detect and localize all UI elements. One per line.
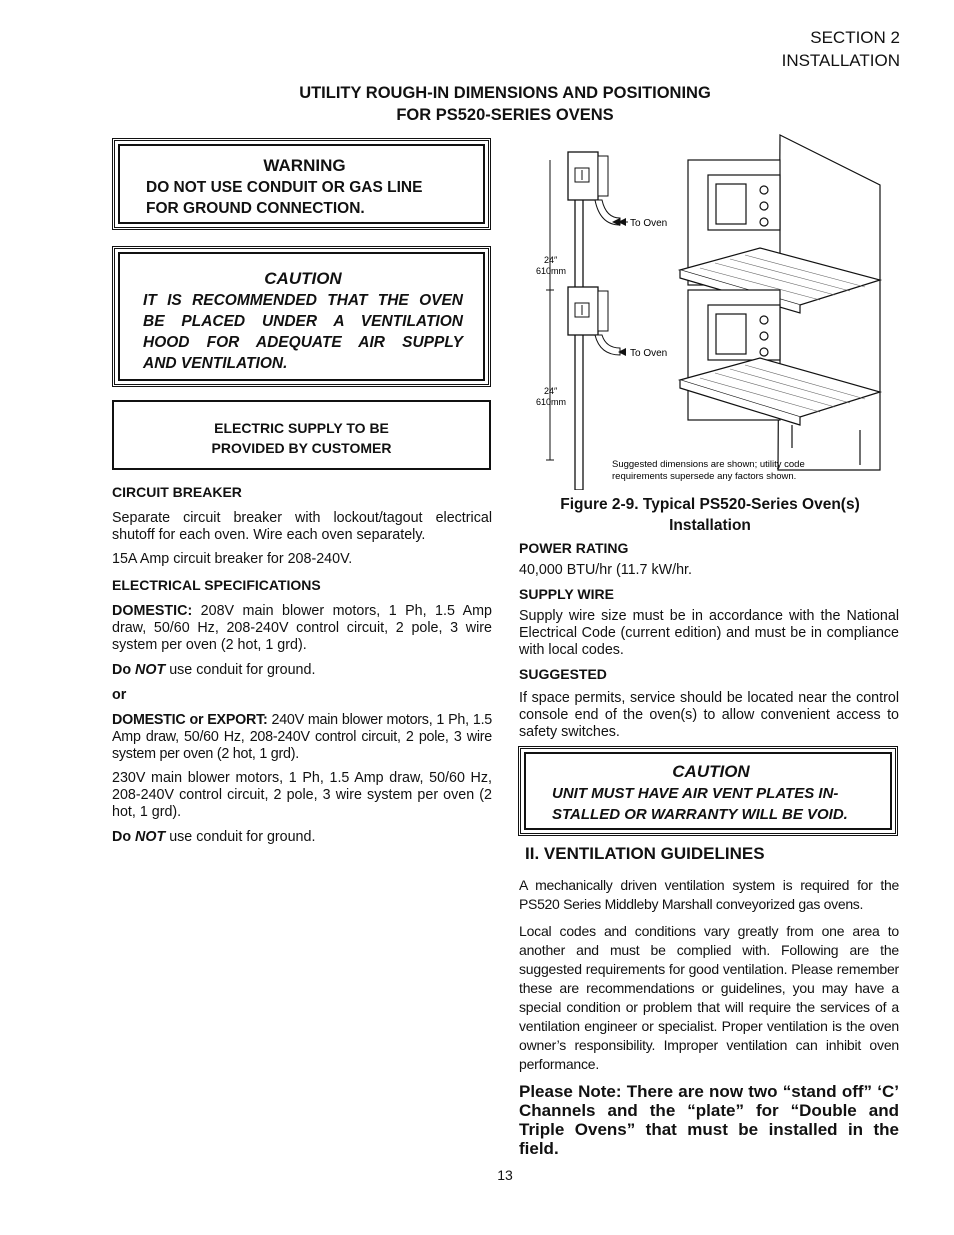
page-title-line2: FOR PS520-SERIES OVENS: [396, 106, 614, 124]
dimension-label-1-mm: 610mm: [536, 266, 567, 276]
disconnect-switch-lower: [568, 287, 608, 335]
figure-caption-line1: Figure 2-9. Typical PS520-Series Oven(s): [560, 496, 860, 513]
caution-2-line1: UNIT MUST HAVE AIR VENT PLATES IN-: [552, 785, 839, 802]
supply-wire-text: Supply wire size must be in accordance with the National Electrical Code (current edition) and must be in compliance with local codes.: [519, 608, 899, 658]
warning-line2: FOR GROUND CONNECTION.: [146, 200, 365, 217]
caution-line1: IT IS RECOMMENDED THAT THE OVEN: [143, 292, 463, 309]
domestic-label: DOMESTIC:: [112, 603, 193, 619]
to-oven-label-1: To Oven: [630, 218, 668, 229]
caution-line4: AND VENTILATION.: [143, 355, 288, 372]
caution-2-heading: CAUTION: [672, 762, 750, 781]
page-title-line1: UTILITY ROUGH-IN DIMENSIONS AND POSITIONING: [299, 84, 711, 102]
dimension-label-2-in: 24″: [544, 386, 558, 396]
export-label: DOMESTIC or EXPORT:: [112, 712, 268, 728]
right-column: [519, 540, 899, 741]
or-text: [112, 687, 492, 704]
oven-stack: [680, 135, 880, 470]
ground-note-text-2: use conduit for ground.: [165, 829, 316, 845]
electric-supply-box: [112, 400, 491, 470]
caution-heading: CAUTION: [264, 269, 342, 288]
ground-note-not: NOT: [135, 662, 166, 678]
circuit-breaker-text: Separate circuit breaker with lockout/tagout electrical shutoff for each oven. Wire each oven separately.: [112, 510, 492, 543]
caution-box: [112, 246, 491, 387]
warning-heading: WARNING: [263, 156, 346, 175]
figure-caption: [519, 494, 901, 536]
warning-line1: DO NOT USE CONDUIT OR GAS LINE: [146, 179, 423, 196]
circuit-breaker-heading: CIRCUIT BREAKER: [112, 484, 242, 500]
ground-note-text: use conduit for ground.: [165, 662, 316, 678]
page-title: [0, 82, 954, 126]
oven-installation-figure: [520, 130, 890, 490]
caution-2-line2: STALLED OR WARRANTY WILL BE VOID.: [552, 806, 848, 823]
ventilation-heading: II. VENTILATION GUIDELINES: [525, 844, 765, 863]
page-number: 13: [497, 1167, 513, 1183]
export-spec: [112, 712, 492, 763]
warning-box: [112, 138, 491, 230]
electrical-specs-heading: ELECTRICAL SPECIFICATIONS: [112, 577, 321, 593]
ground-note-not-2: NOT: [135, 829, 166, 845]
figure-note-1: Suggested dimensions are shown; utility code: [612, 459, 805, 470]
suggested-text: If space permits, service should be located near the control console end of the oven(s) to allow convenient access to safety switches.: [519, 690, 899, 740]
suggested-heading: SUGGESTED: [519, 666, 607, 682]
electric-supply-line2: PROVIDED BY CUSTOMER: [211, 440, 392, 456]
caution-line3: HOOD FOR ADEQUATE AIR SUPPLY: [143, 334, 463, 351]
ventilation-section: [519, 844, 899, 1158]
ground-note-1: [112, 662, 492, 679]
section-sublabel: INSTALLATION: [781, 51, 900, 70]
electric-supply-line1: ELECTRIC SUPPLY TO BE: [214, 420, 389, 436]
to-oven-label-2: To Oven: [630, 348, 668, 359]
ventilation-text-2: Local codes and conditions vary greatly from one area to another and must be complied with. Following are the suggested requirements for good ventilation. Please remember these are recommendations or guidelines, you may have a special condition or problem that will require the services of a ventilation engineer or specialist. Proper ventilation is the oven owner’s responsibility. Improper ventilation can inhibit oven performance.: [519, 923, 899, 1072]
ground-note-do-2: Do: [112, 829, 136, 845]
ventilation-text-1: A mechanically driven ventilation system is required for the PS520 Series Middleby Marshall conveyorized gas ovens.: [519, 877, 899, 912]
caution-line2: BE PLACED UNDER A VENTILATION: [143, 313, 463, 330]
caution-box-2: [518, 746, 898, 836]
power-rating-text: 40,000 BTU/hr (11.7 kW/hr.: [519, 562, 692, 578]
ground-note-2: [112, 829, 492, 846]
export-text: 240V main blower motors, 1 Ph, 1.5 Amp draw, 50/60 Hz, 208-240V control circuit, 2 pole, 3 wire system per oven (2 hot, 1 grd).: [112, 712, 492, 762]
supply-wire-heading: SUPPLY WIRE: [519, 586, 614, 602]
circuit-breaker-amp: 15A Amp circuit breaker for 208-240V.: [112, 551, 353, 567]
or-label: or: [112, 687, 127, 703]
domestic-text: 208V main blower motors, 1 Ph, 1.5 Amp draw, 50/60 Hz, 208-240V control circuit, 2 pole, 3 wire system per oven (2 hot, 1 grd).: [112, 603, 492, 653]
dimension-label-2-mm: 610mm: [536, 397, 567, 407]
please-note: Please Note: There are now two “stand off” ‘C’ Channels and the “plate” for “Double and Triple Ovens” that must be installed in the field.: [519, 1082, 899, 1158]
section-header: [782, 26, 900, 72]
section-label: SECTION 2: [810, 28, 900, 47]
figure-note-2: requirements supersede any factors shown.: [612, 471, 797, 482]
disconnect-switch-upper: [568, 152, 608, 200]
spec-230v: 230V main blower motors, 1 Ph, 1.5 Amp draw, 50/60 Hz, 208-240V control circuit, 2 pole, 3 wire system per oven (2 hot, 1 grd).: [112, 770, 492, 820]
power-rating-heading: POWER RATING: [519, 540, 629, 556]
figure-caption-line2: Installation: [669, 517, 751, 534]
left-column: [112, 484, 492, 846]
domestic-spec: [112, 603, 492, 654]
ground-note-do: Do: [112, 662, 136, 678]
dimension-label-1-in: 24″: [544, 255, 558, 265]
